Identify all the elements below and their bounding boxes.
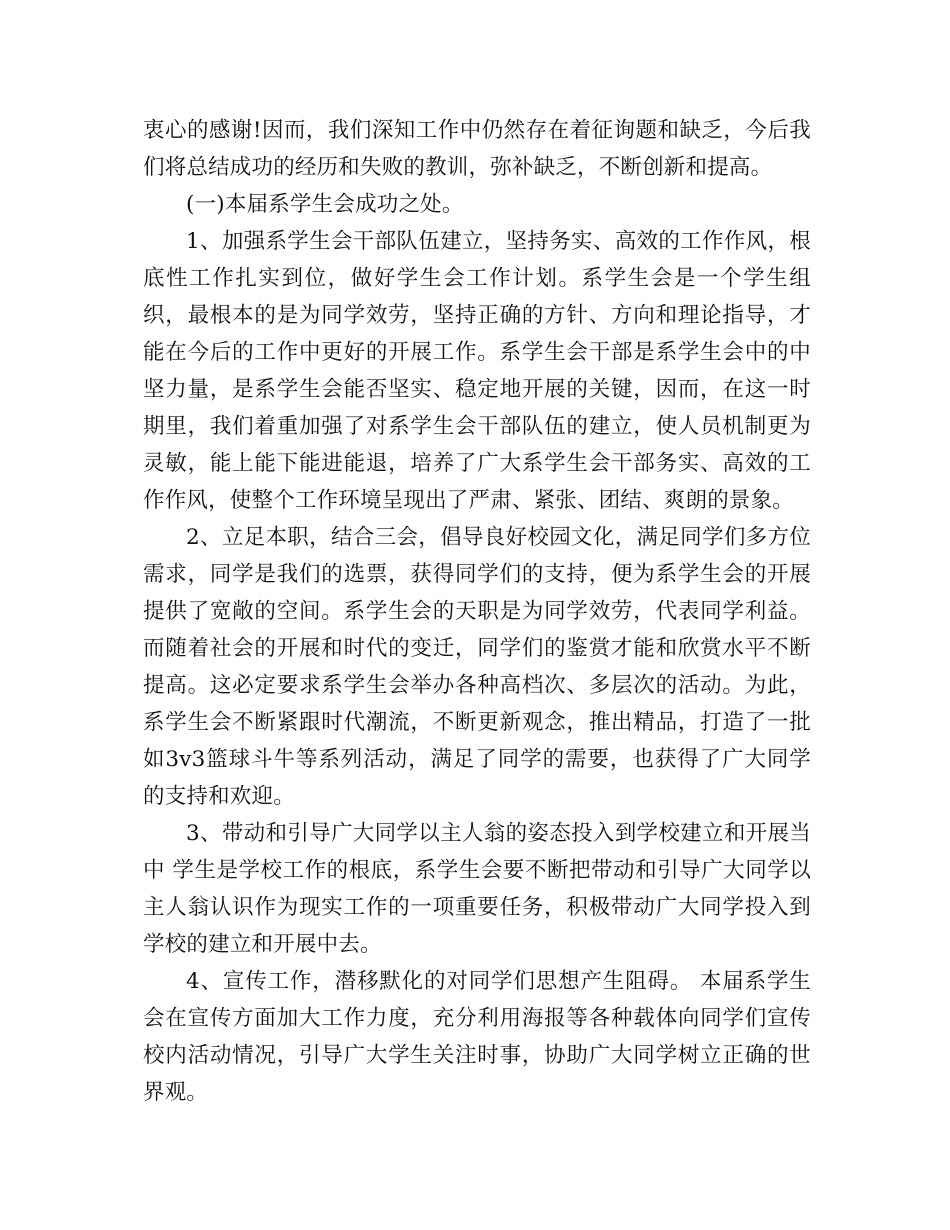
document-body <box>143 112 811 1111</box>
paragraph-item-3: 3、带动和引导广大同学以主人翁的姿态投入到学校建立和开展当中 学生是学校工作的根底，系学生会要不断把带动和引导广大同学以主人翁认识作为现实工作的一项重要任务，积极带动广大同学投入到学校的建立和开展中去。 <box>143 821 811 957</box>
paragraph-item-4: 4、宣传工作，潜移默化的对同学们思想产生阻碍。 本届系学生会在宣传方面加大工作力度，充分利用海报等各种载体向同学们宣传校内活动情况，引导广大学生关注时事，协助广大同学树立正确的世界观。 <box>143 969 811 1105</box>
section-heading: (一)本届系学生会成功之处。 <box>186 192 464 217</box>
paragraph-continuation: 衷心的感谢!因而，我们深知工作中仍然存在着征询题和缺乏，今后我们将总结成功的经历和失败的教训，弥补缺乏，不断创新和提高。 <box>143 118 811 180</box>
paragraph-item-1: 1、加强系学生会干部队伍建立，坚持务实、高效的工作作风，根底性工作扎实到位，做好学生会工作计划。系学生会是一个学生组织，最根本的是为同学效劳，坚持正确的方针、方向和理论指导，才能在今后的工作中更好的开展工作。系学生会干部是系学生会中的中坚力量，是系学生会能否坚实、稳定地开展的关键，因而，在这一时期里，我们着重加强了对系学生会干部队伍的建立，使人员机制更为灵敏，能上能下能进能退，培养了广大系学生会干部务实、高效的工作作风，使整个工作环境呈现出了严肃、紧张、团结、爽朗的景象。 <box>143 229 811 513</box>
paragraph-item-2: 2、立足本职，结合三会，倡导良好校园文化，满足同学们多方位需求，同学是我们的选票，获得同学们的支持，便为系学生会的开展提供了宽敞的空间。系学生会的天职是为同学效劳，代表同学利益。而随着社会的开展和时代的变迁，同学们的鉴赏才能和欣赏水平不断提高。这必定要求系学生会举办各种高档次、多层次的活动。为此，系学生会不断紧跟时代潮流，不断更新观念，推出精品，打造了一批如3v3篮球斗牛等系列活动，满足了同学的需要，也获得了广大同学的支持和欢迎。 <box>143 525 811 809</box>
